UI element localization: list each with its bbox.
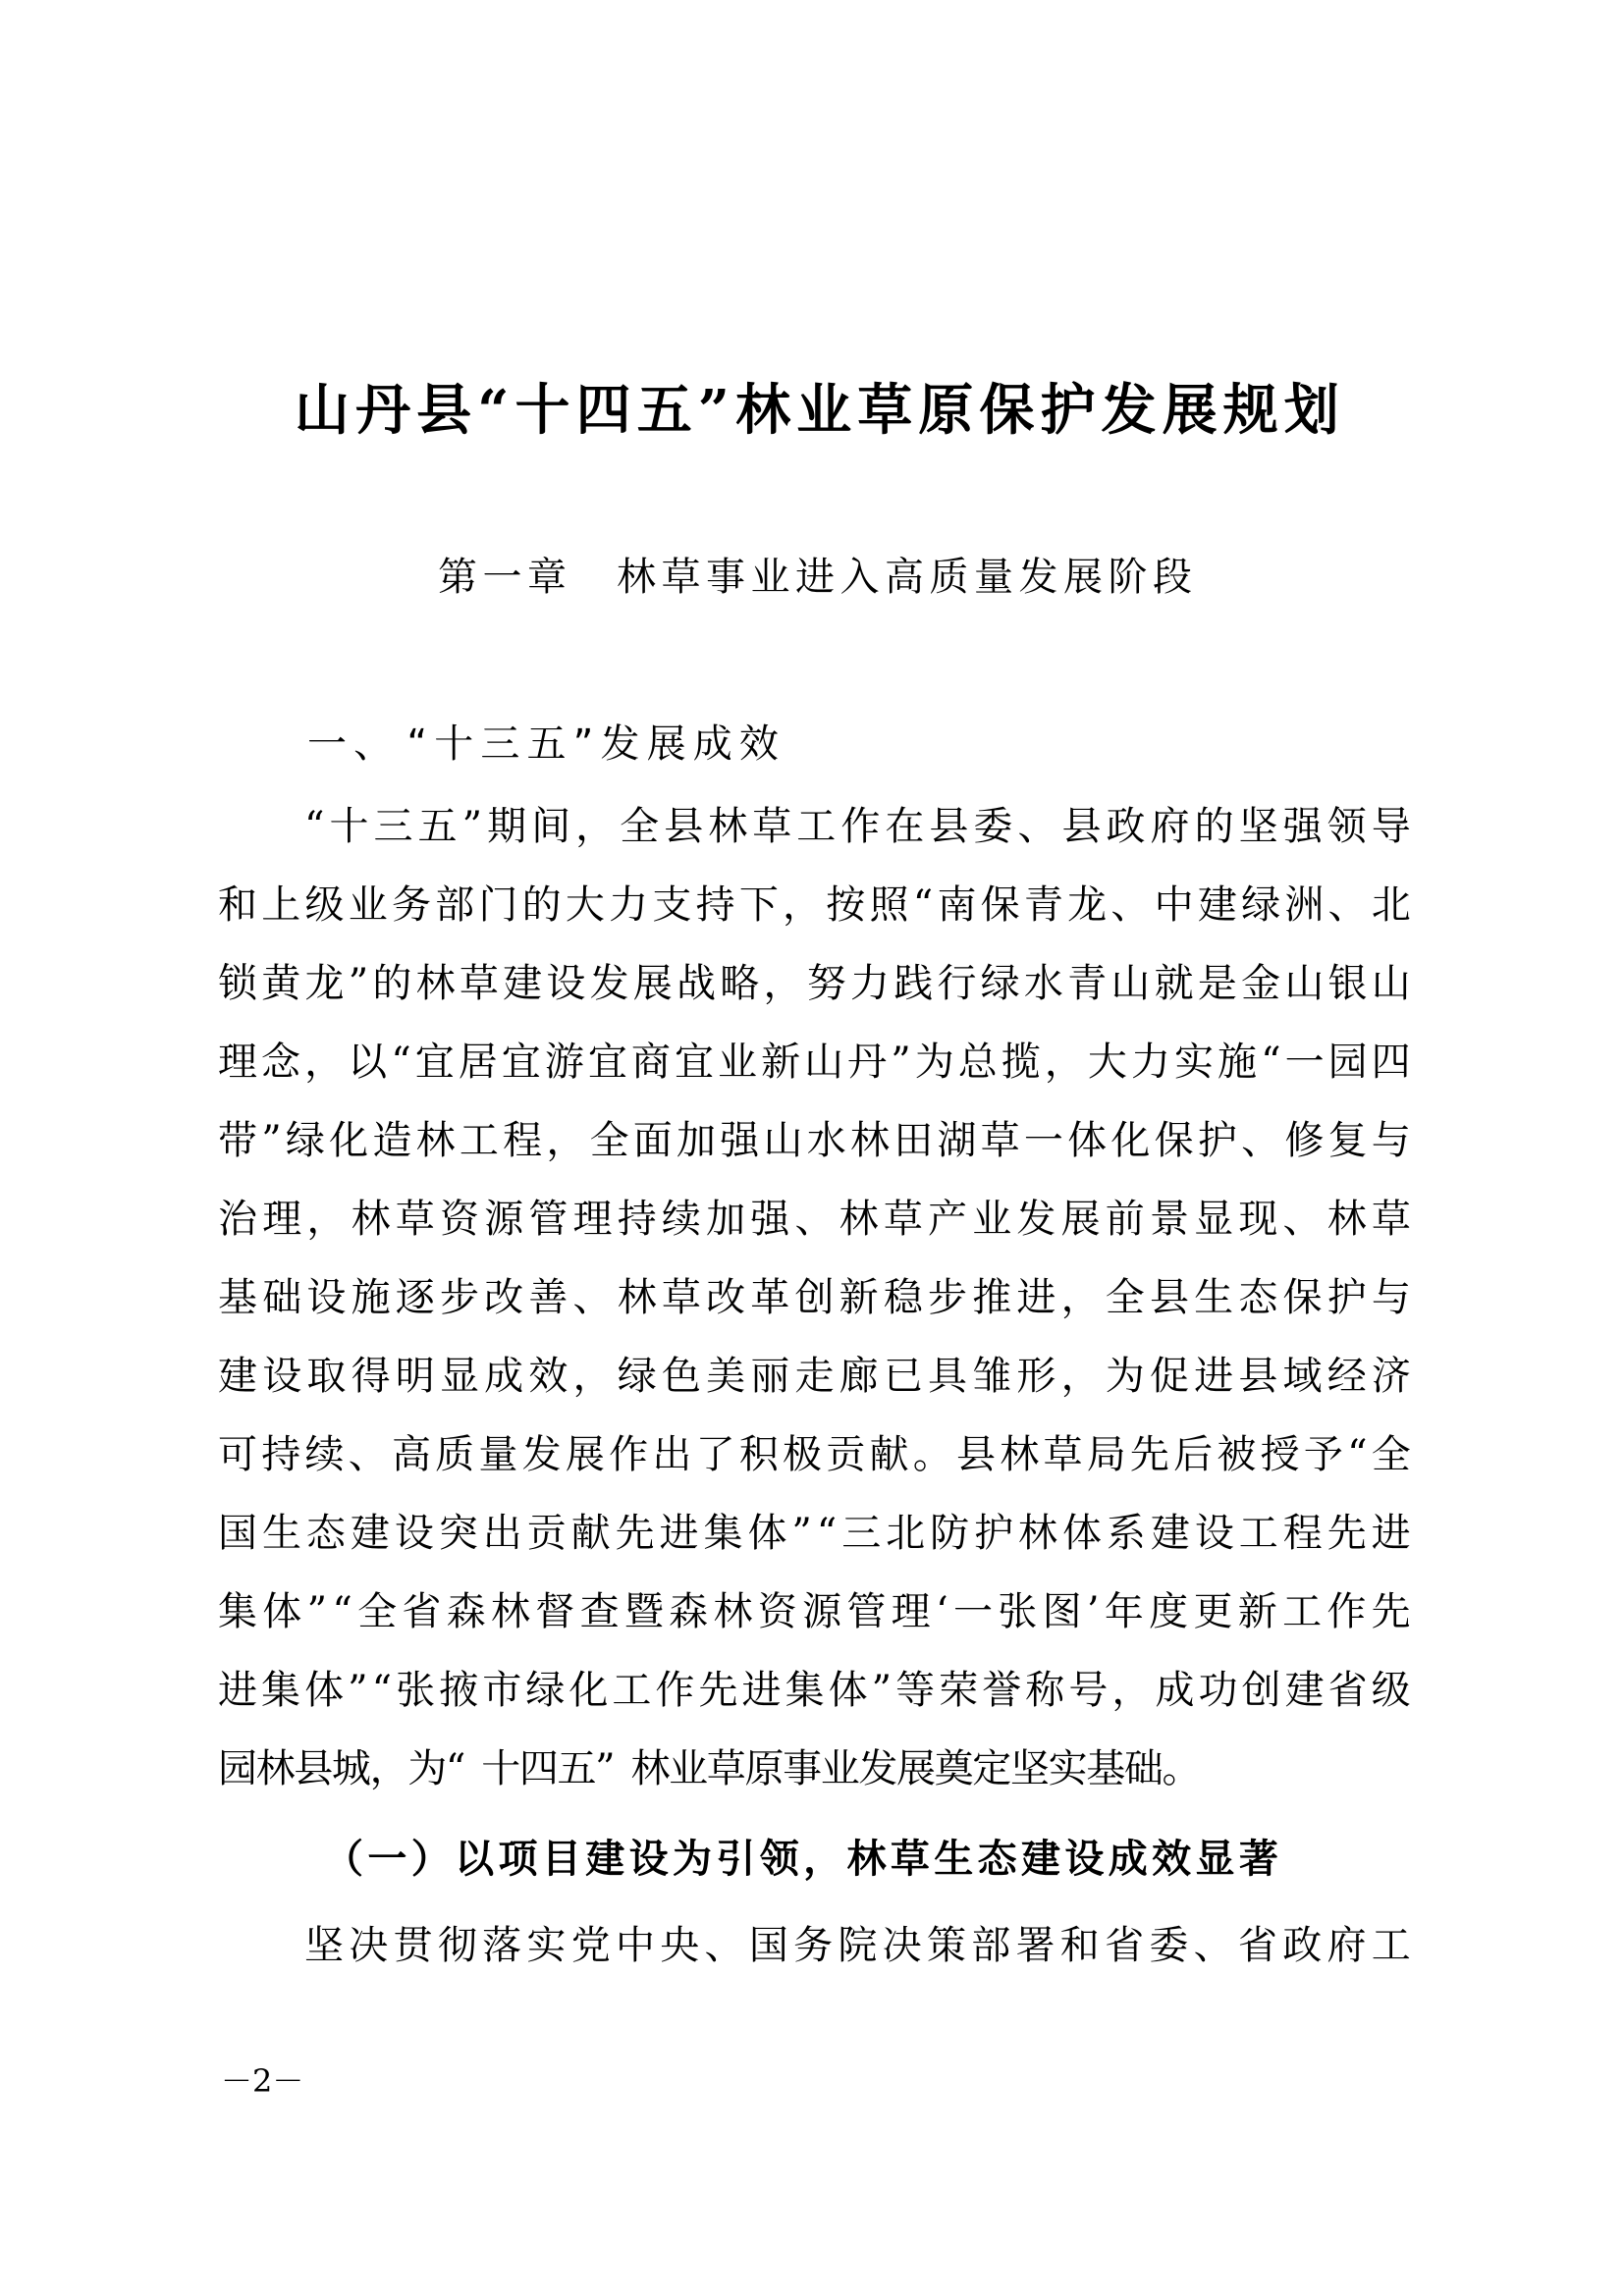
paragraph-line: 建 设 取 得 明 显 成 效 ， 绿 色 美 丽 走 廊 已 具 雏 形 ， 为 促 进 县 域 经 济 <box>218 1354 1411 1399</box>
document-title: 山 丹 县 “ 十 四 五 ” 林 业 草 原 保 护 发 展 规 划 <box>295 378 1339 443</box>
paragraph-line: 和 上 级 业 务 部 门 的 大 力 支 持 下 ， 按 照 “ 南 保 青 龙 、 中 建 绿 洲 、 北 <box>218 882 1411 928</box>
paragraph-line: 治 理 ， 林 草 资 源 管 理 持 续 加 强 、 林 草 产 业 发 展 前 景 显 现 、 林 草 <box>218 1197 1411 1242</box>
subsection-heading: （ 一 ） 以 项 目 建 设 为 引 领 ， 林 草 生 态 建 设 成 效 显 著 <box>324 1836 1278 1882</box>
chapter-heading: 第 一 章 林 草 事 业 进 入 高 质 量 发 展 阶 段 <box>438 555 1192 600</box>
paragraph-line: 带 ” 绿 化 造 林 工 程 ， 全 面 加 强 山 水 林 田 湖 草 一 体 化 保 护 、 修 复 与 <box>218 1118 1411 1163</box>
paragraph-line: 集 体 ” “ 全 省 森 林 督 查 暨 森 林 资 源 管 理 ‘ 一 张 图 ’ 年 度 更 新 工 作 先 <box>218 1589 1411 1634</box>
paragraph-line: 锁 黄 龙 ” 的 林 草 建 设 发 展 战 略 ， 努 力 践 行 绿 水 青 山 就 是 金 山 银 山 <box>218 961 1411 1006</box>
paragraph-line: 园 林 县 城 ， 为 “ 十 四 五 ” 林 业 草 原 事 业 发 展 奠 定 坚 实 基 础 。 <box>218 1746 1202 1791</box>
paragraph-line: 基 础 设 施 逐 步 改 善 、 林 草 改 革 创 新 稳 步 推 进 ， 全 县 生 态 保 护 与 <box>218 1275 1411 1320</box>
paragraph-line: 国 生 态 建 设 突 出 贡 献 先 进 集 体 ” “ 三 北 防 护 林 体 系 建 设 工 程 先 进 <box>218 1511 1411 1556</box>
paragraph-line: 进 集 体 ” “ 张 掖 市 绿 化 工 作 先 进 集 体 ” 等 荣 誉 称 号 ， 成 功 创 建 省 级 <box>218 1668 1411 1713</box>
paragraph-line: 可 持 续 、 高 质 量 发 展 作 出 了 积 极 贡 献 。 县 林 草 局 先 后 被 授 予 “ 全 <box>218 1432 1411 1477</box>
paragraph-line: 理 念 ， 以 “ 宜 居 宜 游 宜 商 宜 业 新 山 丹 ” 为 总 揽 ， 大 力 实 施 “ 一 园 四 <box>218 1040 1411 1085</box>
paragraph-line: 坚 决 贯 彻 落 实 党 中 央 、 国 务 院 决 策 部 署 和 省 委 、 省 政 府 工 <box>304 1923 1411 1968</box>
paragraph-line: “ 十 三 五 ” 期 间 ， 全 县 林 草 工 作 在 县 委 、 县 政 府 的 坚 强 领 导 <box>304 804 1411 849</box>
page-number: －2－ <box>221 2062 304 2100</box>
section-heading: 一 、 “ 十 三 五 ” 发 展 成 效 <box>307 721 779 767</box>
